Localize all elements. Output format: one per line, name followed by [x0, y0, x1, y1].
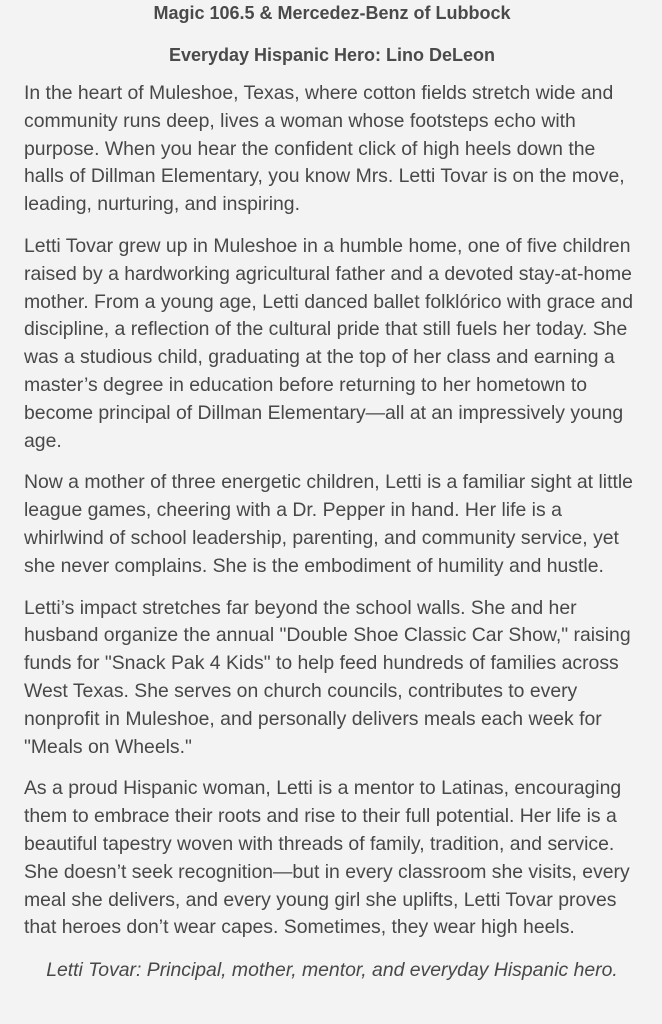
paragraph-background: Letti Tovar grew up in Muleshoe in a humble home, one of five children raised by a hardworking agricultural father and a devoted stay-at-home mother. From a young age, Letti danced ballet folklórico with grace and discipline, a reflection of the cultural pride that still fuels her today. She was a studious child, graduating at the top of her class and earning a master’s degree in education before returning to her hometown to become principal of Dillman Elementary—all at an impressively young age. [24, 234, 633, 452]
paragraph-intro: In the heart of Muleshoe, Texas, where cotton fields stretch wide and community runs deep, lives a woman whose footsteps echo with purpose. When you hear the confident click of high heels down the halls of Dillman Elementary, you know Mrs. Letti Tovar is on the move, leading, nurturing, and inspiring. [24, 82, 625, 216]
closing-line: Letti Tovar: Principal, mother, mentor, and everyday Hispanic hero. [46, 959, 618, 982]
paragraph-impact: Letti’s impact stretches far beyond the school walls. She and her husband organize the annual "Double Shoe Classic Car Show," raising funds for "Snack Pak 4 Kids" to help feed hundreds of families across West Texas. She serves on church councils, contributes to every nonprofit in Muleshoe, and personally delivers meals each week for "Meals on Wheels." [24, 596, 631, 758]
paragraph-family: Now a mother of three energetic children, Letti is a familiar sight at little league games, cheering with a Dr. Pepper in hand. Her life is a whirlwind of school leadership, parenting, and community service, yet she never complains. She is the embodiment of humility and hustle. [24, 471, 633, 577]
paragraph-mentor: As a proud Hispanic woman, Letti is a mentor to Latinas, encouraging them to embrace their roots and rise to their full potential. Her life is a beautiful tapestry woven with threads of family, tradition, and service. She doesn’t seek recognition—but in every classroom she visits, every meal she delivers, and every young girl she uplifts, Letti Tovar proves that heroes don’t wear capes. Sometimes, they wear high heels. [24, 777, 630, 939]
document-subtitle: Everyday Hispanic Hero: Lino DeLeon [168, 45, 496, 65]
document-title: Magic 106.5 & Mercedez-Benz of Lubbock [153, 3, 511, 23]
